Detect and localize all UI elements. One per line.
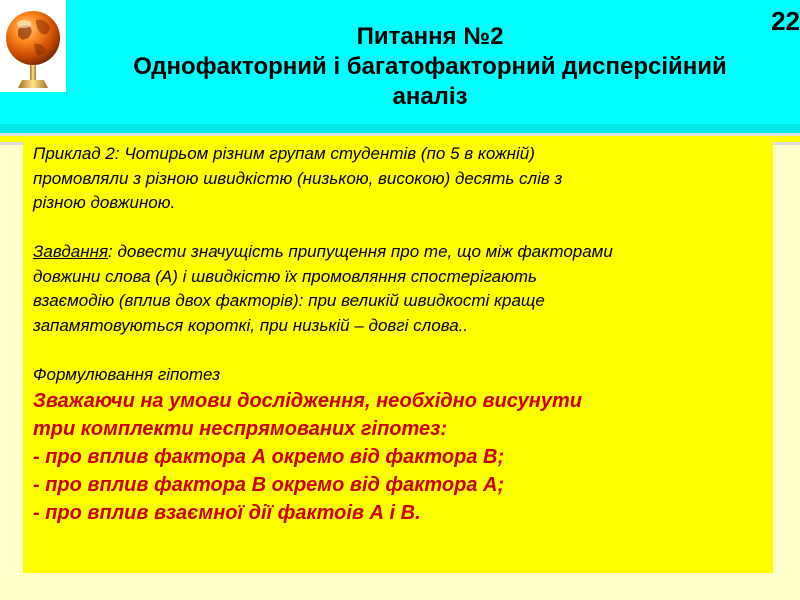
task-line: взаємодію (вплив двох факторів): при великій швидкості краще	[33, 291, 545, 310]
task-text: : довести значущість припущення про те, що між факторами	[108, 242, 613, 261]
slide-title	[95, 22, 765, 112]
hypothesis-line: - про вплив фактора А окремо від фактора В;	[33, 446, 505, 468]
title-line: Однофакторний і багатофакторний дисперсійний	[133, 53, 727, 80]
task-line: довжини слова (А) і швидкістю їх промовляння спостерігають	[33, 266, 537, 286]
example-line: Приклад 2: Чотирьом різним групам студентів (по 5 в кожній)	[33, 144, 535, 163]
hypotheses-heading: Формулювання гіпотез	[33, 364, 221, 384]
title-line: аналіз	[392, 83, 468, 110]
example-line: промовляли з різною швидкістю (низькою, високою) десять слів з	[33, 168, 563, 188]
example-line: різною довжиною.	[33, 193, 176, 212]
hypothesis-line: Зважаючи на умови дослідження, необхідно висунути	[33, 390, 582, 412]
header-divider-band	[0, 124, 800, 133]
task-label: Завдання	[33, 242, 109, 261]
content-box	[23, 137, 773, 573]
task-line	[33, 240, 773, 265]
hypothesis-line: три комплекти неспрямованих гіпотез:	[33, 418, 448, 440]
hypothesis-line: - про вплив взаємної дії фактоів А і В.	[33, 502, 421, 524]
title-line: Питання №2	[356, 23, 504, 50]
globe-trophy-logo-icon	[0, 0, 66, 92]
slide-number: 22	[771, 6, 800, 36]
hypothesis-line: - про вплив фактора В окремо від фактора А;	[33, 474, 505, 496]
task-line: запамятовуються короткі, при низькій – довгі слова..	[33, 315, 469, 335]
content-text	[33, 142, 773, 527]
